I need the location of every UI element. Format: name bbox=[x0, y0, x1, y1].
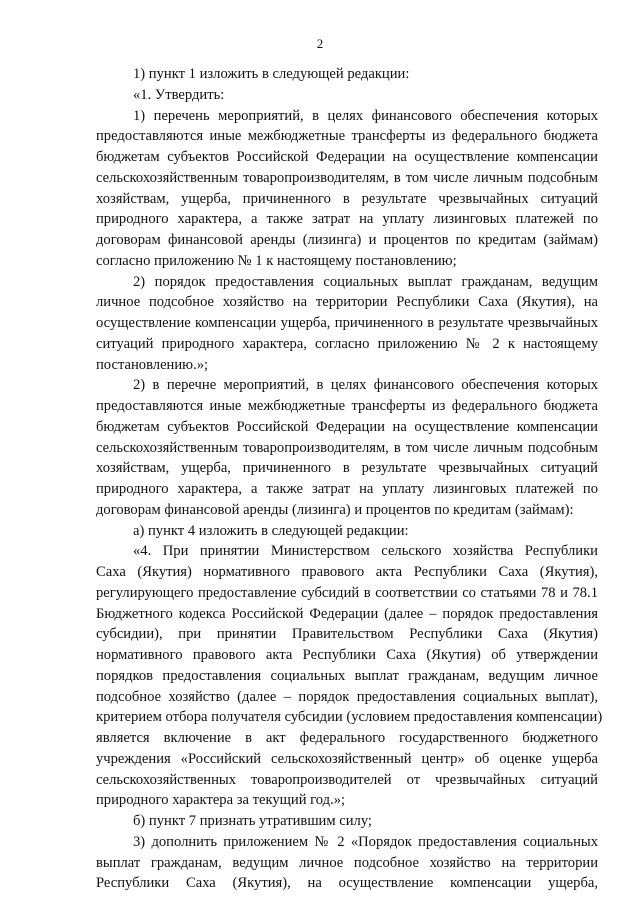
text-line: подсобное хозяйство (далее – порядок предоставления социальных выплат), bbox=[96, 688, 598, 705]
text-line: регулирующего предоставление субсидий в соответствии со статьями 78 и 78.1 bbox=[96, 584, 598, 601]
text-line: порядков предоставления социальных выплат гражданам, ведущим личное bbox=[96, 667, 598, 684]
text-line: природного характера, а также затрат на уплату лизинговых платежей по bbox=[96, 481, 598, 497]
text-line: а) пункт 4 изложить в следующей редакции: bbox=[133, 522, 409, 539]
text-line: предоставляются иные межбюджетные трансферты из федерального бюджета bbox=[96, 398, 598, 414]
text-line: договорам финансовой аренды (лизинга) и процентов по кредитам (займам): bbox=[96, 501, 574, 518]
text-line: 1) перечень мероприятий, в целях финансового обеспечения которых bbox=[133, 107, 598, 124]
text-line: субсидии), при принятии Правительством Республики Саха (Якутия) bbox=[96, 626, 598, 643]
text-line: природного характера за текущий год.»; bbox=[96, 792, 346, 809]
text-line: хозяйствам, ущерба, причиненного в результате чрезвычайных ситуаций bbox=[96, 190, 598, 207]
page-number: 2 bbox=[316, 36, 324, 51]
text-line: предоставляются иные межбюджетные трансферты из федерального бюджета bbox=[96, 128, 598, 145]
text-line: является включение в акт федерального государственного бюджетного bbox=[96, 730, 598, 746]
text-line: критерием отбора получателя субсидии (условием предоставления компенсации) bbox=[96, 709, 603, 726]
text-line: бюджетам субъектов Российской Федерации на осуществление компенсации bbox=[96, 418, 598, 435]
text-line: учреждения «Российский сельскохозяйственный центр» об оценке ущерба bbox=[96, 750, 598, 767]
text-line: сельскохозяйственных товаропроизводителей от чрезвычайных ситуаций bbox=[96, 771, 598, 788]
text-line: «4. При принятии Министерством сельского хозяйства Республики bbox=[133, 543, 598, 560]
text-line: 2) в перечне мероприятий, в целях финансового обеспечения которых bbox=[133, 377, 598, 394]
text-line: постановлению.»; bbox=[96, 356, 209, 373]
text-line: бюджетам субъектов Российской Федерации на осуществление компенсации bbox=[96, 149, 598, 165]
text-line: личное подсобное хозяйство на территории Республики Саха (Якутия), на bbox=[96, 294, 598, 311]
text-line: сельскохозяйственным товаропроизводителям, в том числе личным подсобным bbox=[96, 169, 598, 186]
text-line: природного характера, а также затрат на уплату лизинговых платежей по bbox=[96, 211, 598, 228]
text-line: Республики Саха (Якутия), на осуществление компенсации ущерба, bbox=[96, 875, 598, 892]
text-line: выплат гражданам, ведущим личное подсобное хозяйство на территории bbox=[96, 854, 598, 871]
text-line: договорам финансовой аренды (лизинга) и процентов по кредитам (займам) bbox=[96, 232, 598, 248]
document-body bbox=[96, 64, 603, 894]
text-line: Саха (Якутия) нормативного правового акта Республики Саха (Якутия), bbox=[96, 564, 598, 580]
text-line: 3) дополнить приложением № 2 «Порядок предоставления социальных bbox=[133, 833, 598, 850]
text-line: согласно приложению № 1 к настоящему постановлению; bbox=[96, 252, 457, 269]
text-line: сельскохозяйственным товаропроизводителям, в том числе личным подсобным bbox=[96, 439, 598, 456]
text-line: осуществление компенсации ущерба, причиненного в результате чрезвычайных bbox=[96, 315, 598, 331]
text-line: «1. Утвердить: bbox=[133, 86, 225, 103]
text-line: Бюджетного кодекса Российской Федерации (далее – порядок предоставления bbox=[96, 605, 598, 622]
text-line: ситуаций природного характера, согласно приложению № 2 к настоящему bbox=[96, 335, 598, 352]
text-line: нормативного правового акта Республики Саха (Якутия) об утверждении bbox=[96, 647, 598, 663]
text-line: б) пункт 7 признать утратившим силу; bbox=[133, 813, 372, 829]
text-line: хозяйствам, ущерба, причиненного в результате чрезвычайных ситуаций bbox=[96, 460, 598, 477]
text-line: 2) порядок предоставления социальных выплат гражданам, ведущим bbox=[133, 273, 598, 290]
text-line: 1) пункт 1 изложить в следующей редакции: bbox=[133, 66, 410, 82]
